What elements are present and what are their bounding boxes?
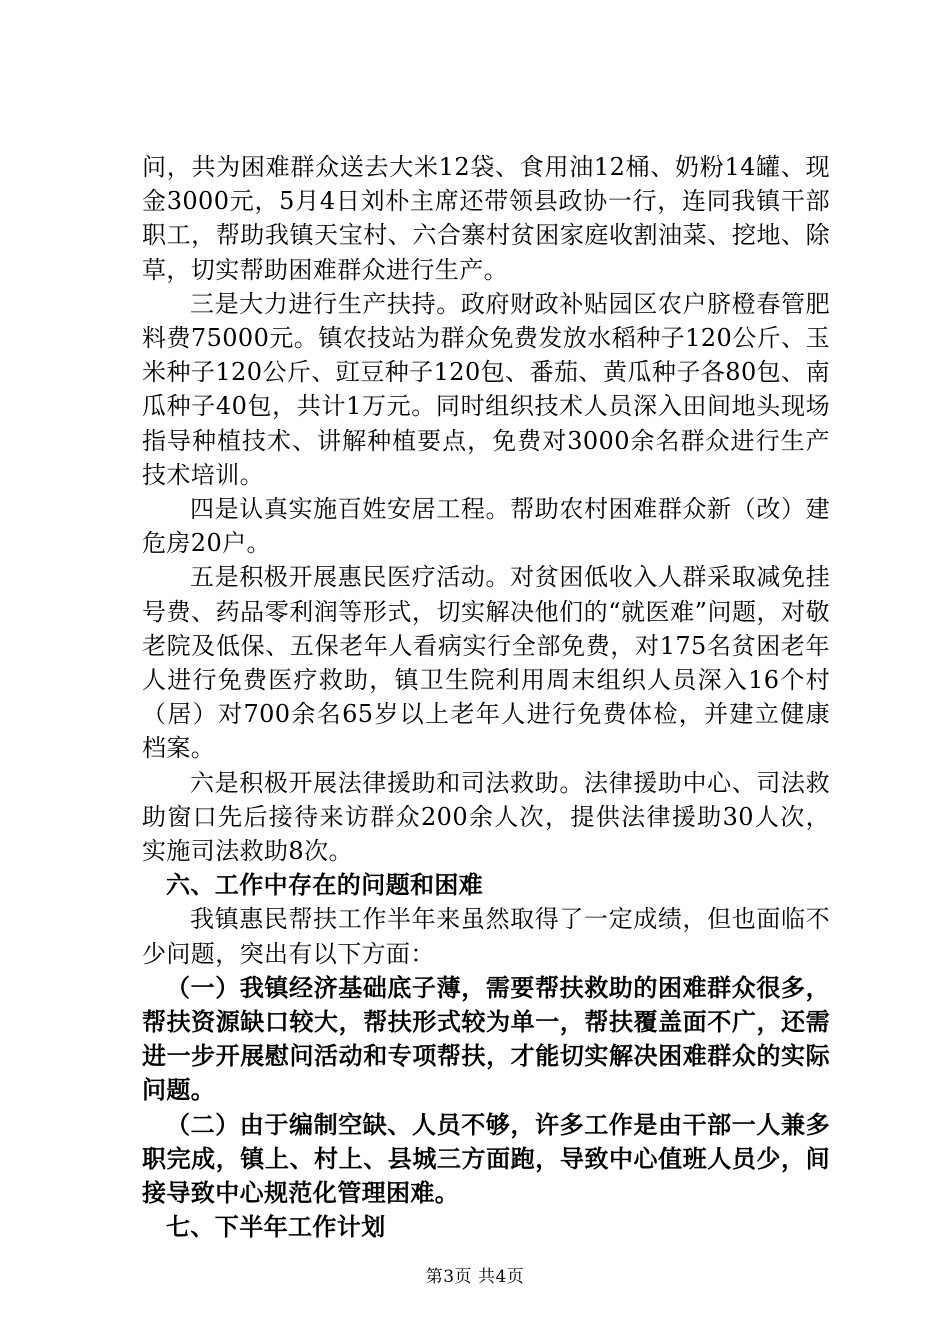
paragraph-legal-aid: 六是积极开展法律援助和司法救助。法律援助中心、司法救助窗口先后接待来访群众200余人次，提供法律援助30人次，实施司法救助8次。	[142, 768, 830, 866]
section-6-intro: 我镇惠民帮扶工作半年来虽然取得了一定成绩，但也面临不少问题，突出有以下方面：	[142, 905, 830, 968]
paragraph-continued: 问，共为困难群众送去大米12袋、食用油12桶、奶粉14罐、现金3000元，5月4日刘朴主席还带领县政协一行，连同我镇干部职工，帮助我镇天宝村、六合寨村贫困家庭收割油菜、挖地、除草，切实帮助困难群众进行生产。	[142, 153, 830, 284]
document-body	[142, 150, 830, 1245]
paragraph-production-support: 三是大力进行生产扶持。政府财政补贴园区农户脐橙春管肥料费75000元。镇农技站为群众免费发放水稻种子120公斤、玉米种子120公斤、豇豆种子120包、番茄、黄瓜种子各80包、南瓜种子40包，共计1万元。同时组织技术人员深入田间地头现场指导种植技术、讲解种植要点，免费对3000余名群众进行生产技术培训。	[142, 289, 830, 489]
section-6-item-2: （二）由于编制空缺、人员不够，许多工作是由干部一人兼多职完成，镇上、村上、县城三方面跑，导致中心值班人员少，间接导致中心规范化管理困难。	[142, 1110, 830, 1208]
paragraph-housing: 四是认真实施百姓安居工程。帮助农村困难群众新（改）建危房20户。	[142, 495, 830, 558]
section-6-item-1: （一）我镇经济基础底子薄，需要帮扶救助的困难群众很多，帮扶资源缺口较大，帮扶形式较为单一，帮扶覆盖面不广，还需进一步开展慰问活动和专项帮扶，才能切实解决困难群众的实际问题。	[142, 973, 830, 1105]
section-6-heading: 六、工作中存在的问题和困难	[166, 871, 484, 900]
page-footer: 第3页 共4页	[425, 1267, 525, 1287]
paragraph-medical: 五是积极开展惠民医疗活动。对贫困低收入人群采取减免挂号费、药品零利润等形式，切实解决他们的“就医难”问题，对敬老院及低保、五保老年人看病实行全部免费，对175名贫困老年人进行免费医疗救助，镇卫生院利用周末组织人员深入16个村（居）对700余名65岁以上老年人进行免费体检，并建立健康档案。	[142, 563, 830, 763]
section-7-heading: 七、下半年工作计划	[166, 1213, 386, 1242]
